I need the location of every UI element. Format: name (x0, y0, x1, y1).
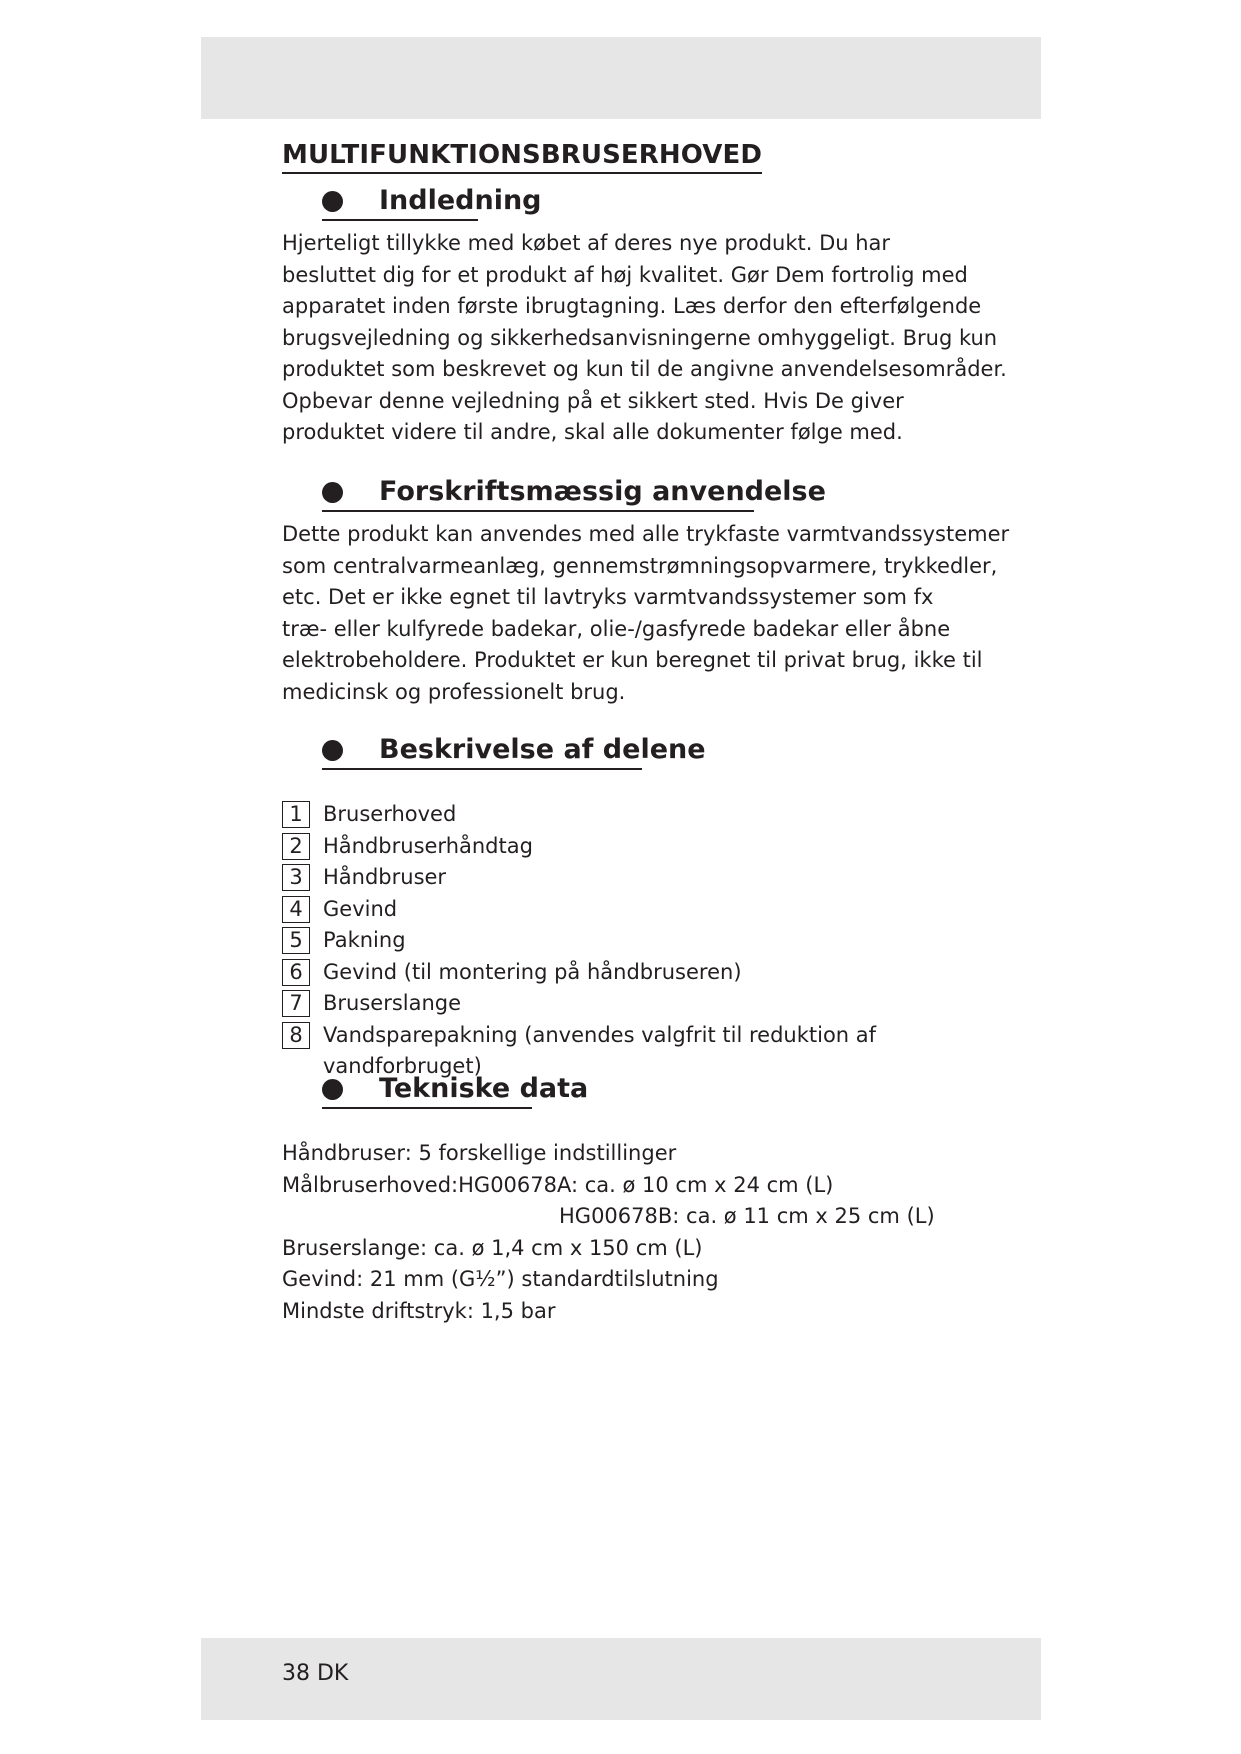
heading-underline (322, 219, 478, 221)
tech-data-block (282, 1138, 935, 1327)
heading-underline (322, 1107, 532, 1109)
list-item (282, 831, 883, 863)
parts-list (282, 799, 883, 1083)
part-number-box: 2 (282, 833, 310, 860)
part-label: Bruserslange (323, 991, 462, 1015)
text-line: apparatet inden første ibrugtagning. Læs derfor den efterfølgende (282, 294, 982, 318)
section-heading-usage (322, 476, 826, 508)
section-heading-intro (322, 185, 542, 217)
bullet-icon (322, 482, 343, 503)
page-number: 38 DK (282, 1661, 349, 1686)
text-line: træ- eller kulfyrede badekar, olie-/gasfyrede badekar eller åbne (282, 616, 951, 641)
heading-underline (322, 768, 642, 770)
text-line: elektrobeholdere. Produktet er kun beregnet til privat brug, ikke til (282, 648, 983, 672)
intro-paragraph (282, 228, 1007, 449)
text-line: besluttet dig for et produkt af høj kvalitet. Gør Dem fortrolig med (282, 262, 968, 287)
list-item (282, 925, 883, 957)
tech-row: Gevind: 21 mm (G½”) standardtilslutning (282, 1267, 719, 1291)
list-item (282, 988, 883, 1020)
tech-row: Mindste driftstryk: 1,5 bar (282, 1298, 556, 1323)
part-number-box: 7 (282, 990, 310, 1017)
text-line: som centralvarmeanlæg, gennemstrømningsopvarmere, trykkedler, (282, 553, 998, 578)
part-number-box: 6 (282, 959, 310, 986)
text-line: produktet videre til andre, skal alle dokumenter følge med. (282, 420, 903, 444)
tech-row: Målbruserhoved:HG00678A: ca. ø 10 cm x 24 cm (L) (282, 1172, 834, 1197)
section-heading-text: Beskrivelse af delene (379, 734, 706, 765)
part-label: Bruserhoved (323, 802, 457, 826)
section-heading-parts (322, 734, 706, 766)
part-number-box: 8 (282, 1022, 310, 1049)
text-line: etc. Det er ikke egnet til lavtryks varmtvandssystemer som fx (282, 585, 934, 609)
text-line: Dette produkt kan anvendes med alle trykfaste varmtvandssystemer (282, 522, 1010, 546)
section-heading-text: Forskriftsmæssig anvendelse (379, 476, 826, 507)
part-number-box: 1 (282, 801, 310, 828)
part-label: Gevind (til montering på håndbruseren) (323, 959, 742, 984)
part-number-box: 4 (282, 896, 310, 923)
text-line: brugsvejledning og sikkerhedsanvisningerne omhyggeligt. Brug kun (282, 325, 998, 350)
part-number-box: 3 (282, 864, 310, 891)
section-heading-text: Indledning (379, 185, 542, 216)
bullet-icon (322, 740, 343, 761)
usage-paragraph (282, 519, 1010, 708)
section-heading-tech (322, 1073, 588, 1105)
part-label: Håndbruser (323, 865, 447, 889)
part-label: Håndbruserhåndtag (323, 833, 533, 858)
text-line: Hjerteligt tillykke med købet af deres nye produkt. Du har (282, 231, 891, 255)
list-item (282, 957, 883, 989)
list-item (282, 862, 883, 894)
bullet-icon (322, 191, 343, 212)
list-item (282, 894, 883, 926)
heading-underline (322, 510, 754, 512)
part-label: Gevind (323, 896, 398, 921)
section-heading-text: Tekniske data (379, 1073, 589, 1104)
text-line: medicinsk og professionelt brug. (282, 679, 626, 704)
part-label: Vandsparepakning (anvendes valgfrit til reduktion af vandforbruget) (323, 1022, 877, 1078)
list-item (282, 799, 883, 831)
tech-row: HG00678B: ca. ø 11 cm x 25 cm (L) (559, 1204, 935, 1228)
header-band (201, 37, 1041, 119)
document-title: MULTIFUNKTIONSBRUSERHOVED (282, 140, 762, 174)
tech-row: Håndbruser: 5 forskellige indstillinger (282, 1141, 677, 1165)
text-line: produktet som beskrevet og kun til de angivne anvendelsesområder. (282, 357, 1007, 381)
part-label: Pakning (323, 928, 406, 952)
part-number-box: 5 (282, 927, 310, 954)
bullet-icon (322, 1079, 343, 1100)
tech-row: Bruserslange: ca. ø 1,4 cm x 150 cm (L) (282, 1235, 703, 1260)
text-line: Opbevar denne vejledning på et sikkert sted. Hvis De giver (282, 388, 904, 413)
